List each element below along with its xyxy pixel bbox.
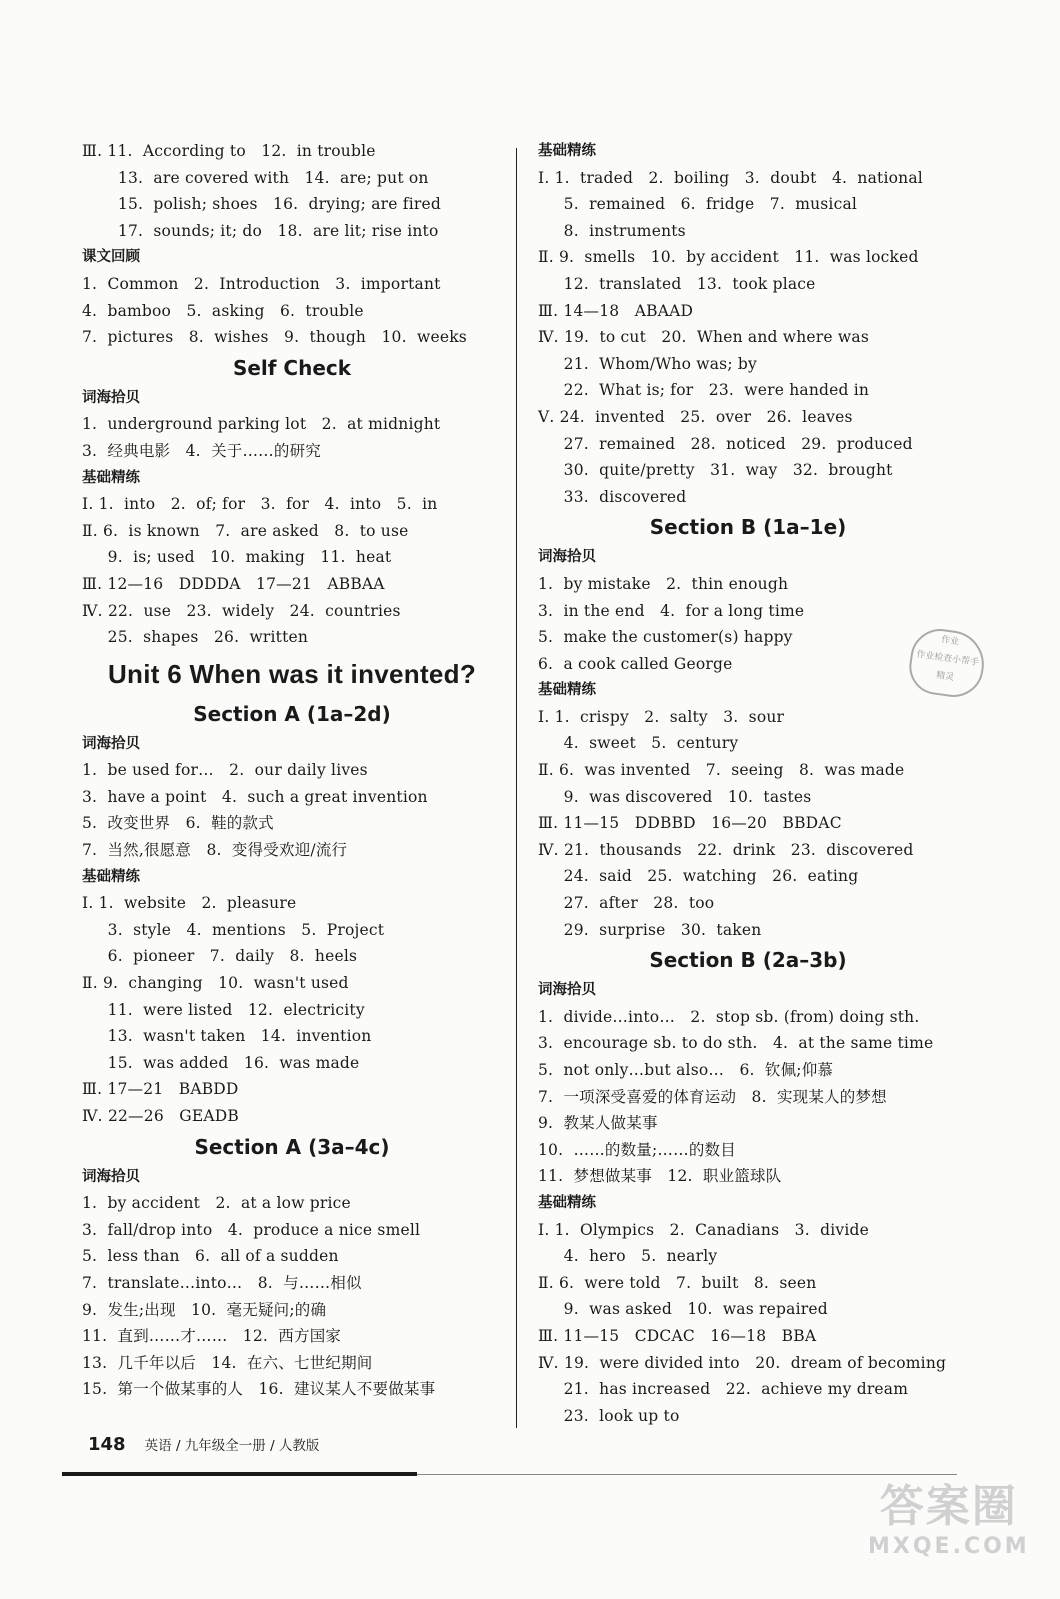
section-label: 词海拾贝 <box>82 1168 140 1185</box>
answer-line: 5. not only…but also… 6. 钦佩;仰慕 <box>538 1061 834 1079</box>
section-heading: Section B (1a–1e) <box>649 515 847 540</box>
answer-line: 9. 教某人做某事 <box>538 1114 658 1133</box>
answer-line: Ⅳ. 21. thousands 22. drink 23. discovered <box>538 840 914 859</box>
answer-line: Ⅱ. 6. were told 7. built 8. seen <box>538 1273 817 1292</box>
page-footer <box>62 1434 319 1455</box>
section-label: 词海拾贝 <box>538 549 596 566</box>
answer-line: 1. be used for… 2. our daily lives <box>82 761 368 780</box>
left-column <box>82 138 502 1403</box>
answer-line: 15. 第一个做某事的人 16. 建议某人不要做某事 <box>82 1380 436 1399</box>
footer-rule-thin <box>417 1474 957 1475</box>
answer-line: 27. remained 28. noticed 29. produced <box>538 434 913 453</box>
answer-line: 11. were listed 12. electricity <box>82 1000 365 1019</box>
answer-line: 11. 直到……才…… 12. 西方国家 <box>82 1327 342 1346</box>
section-label: 基础精练 <box>538 1194 596 1211</box>
answer-line: 13. 几千年以后 14. 在六、七世纪期间 <box>82 1353 373 1372</box>
answer-line: 7. 一项深受喜爱的体育运动 8. 实现某人的梦想 <box>538 1087 887 1106</box>
answer-line: Ⅲ. 17—21 BABDD <box>82 1080 239 1099</box>
answer-line: Ⅱ. 9. changing 10. wasn't used <box>82 974 349 993</box>
answer-line: Ⅳ. 19. were divided into 20. dream of becoming <box>538 1353 947 1372</box>
answer-line: 29. surprise 30. taken <box>538 920 762 939</box>
section-label: 课文回顾 <box>82 249 140 266</box>
section-label: 基础精练 <box>538 682 596 699</box>
answer-line: 6. a cook called George <box>538 654 733 673</box>
answer-line: 4. bamboo 5. asking 6. trouble <box>82 301 364 320</box>
answer-line: 5. 改变世界 6. 鞋的款式 <box>82 814 274 833</box>
answer-line: 1. by accident 2. at a low price <box>82 1194 351 1213</box>
answer-line: 12. translated 13. took place <box>538 274 816 293</box>
answer-line: Ⅳ. 22. use 23. widely 24. countries <box>82 601 401 620</box>
right-column <box>538 138 958 1429</box>
answer-line: 1. divide…into… 2. stop sb. (from) doing sth. <box>538 1007 920 1026</box>
answer-line: Ⅳ. 22—26 GEADB <box>82 1107 239 1125</box>
unit-title: Unit 6 When was it invented? <box>107 658 477 689</box>
answer-line: 22. What is; for 23. were handed in <box>538 381 870 400</box>
answer-line: 17. sounds; it; do 18. are lit; rise into <box>82 221 439 240</box>
answer-line: 23. look up to <box>538 1406 680 1425</box>
answer-line: 9. is; used 10. making 11. heat <box>82 548 392 567</box>
answer-line: 5. remained 6. fridge 7. musical <box>538 195 858 214</box>
watermark-url: MXQE.COM <box>868 1534 1030 1559</box>
answer-line: 1. underground parking lot 2. at midnight <box>82 415 441 434</box>
footer-rule <box>62 1472 417 1476</box>
answer-line: Ⅰ. 1. into 2. of; for 3. for 4. into 5. in <box>82 495 438 514</box>
answer-line: 5. make the customer(s) happy <box>538 628 793 647</box>
answer-line: 9. was discovered 10. tastes <box>538 787 812 806</box>
answer-line: 11. 梦想做某事 12. 职业篮球队 <box>538 1167 782 1186</box>
section-label: 词海拾贝 <box>538 982 596 999</box>
answer-line: Ⅱ. 9. smells 10. by accident 11. was locked <box>538 248 919 267</box>
answer-line: Ⅰ. 1. crispy 2. salty 3. sour <box>538 707 785 726</box>
section-label: 词海拾贝 <box>82 389 140 406</box>
answer-line: Ⅱ. 6. is known 7. are asked 8. to use <box>82 521 409 540</box>
answer-line: 10. ……的数量;……的数目 <box>538 1140 736 1159</box>
answer-line: 30. quite/pretty 31. way 32. brought <box>538 461 893 480</box>
answer-line: Ⅴ. 24. invented 25. over 26. leaves <box>538 407 853 426</box>
answer-line: 3. encourage sb. to do sth. 4. at the same time <box>538 1034 934 1053</box>
answer-line: 3. 经典电影 4. 关于……的研究 <box>82 441 321 460</box>
page-number: 148 <box>88 1434 126 1455</box>
answer-line: Ⅳ. 19. to cut 20. When and where was <box>538 328 869 347</box>
section-heading: Section A (3a–4c) <box>194 1134 390 1159</box>
section-heading: Section A (1a–2d) <box>193 701 391 726</box>
answer-line: 7. 当然,很愿意 8. 变得受欢迎/流行 <box>82 841 348 860</box>
answer-line: 7. pictures 8. wishes 9. though 10. weeks <box>82 328 467 347</box>
answer-line: Ⅰ. 1. website 2. pleasure <box>82 894 297 913</box>
site-watermark <box>868 1480 1030 1560</box>
answer-line: 5. less than 6. all of a sudden <box>82 1247 339 1266</box>
section-label: 基础精练 <box>82 469 140 486</box>
answer-line: 3. have a point 4. such a great invention <box>82 787 428 806</box>
stamp-text-3: 精灵 <box>935 670 955 684</box>
section-heading: Self Check <box>232 355 352 380</box>
answer-line: 13. wasn't taken 14. invention <box>82 1027 372 1046</box>
book-info: 英语 / 九年级全一册 / 人教版 <box>144 1438 320 1454</box>
answer-line: Ⅰ. 1. traded 2. boiling 3. doubt 4. national <box>538 168 923 187</box>
answer-line: 13. are covered with 14. are; put on <box>82 168 429 187</box>
answer-line: 8. instruments <box>538 221 686 240</box>
answer-line: 4. sweet 5. century <box>538 734 739 753</box>
answer-line: 9. was asked 10. was repaired <box>538 1300 828 1319</box>
answer-line: Ⅲ. 14—18 ABAAD <box>538 301 694 320</box>
answer-line: 6. pioneer 7. daily 8. heels <box>82 947 358 966</box>
watermark-logo-text: 答案圈 <box>879 1481 1018 1532</box>
answer-line: 25. shapes 26. written <box>82 628 309 647</box>
answer-line: 3. fall/drop into 4. produce a nice smell <box>82 1220 421 1239</box>
answer-line: Ⅲ. 12—16 DDDDA 17—21 ABBAA <box>82 574 385 593</box>
section-heading: Section B (2a–3b) <box>649 948 847 973</box>
answer-line: Ⅲ. 11. According to 12. in trouble <box>82 142 376 160</box>
answer-line: 3. in the end 4. for a long time <box>538 601 805 620</box>
answer-line: 24. said 25. watching 26. eating <box>538 867 859 886</box>
answer-line: 7. translate…into… 8. 与……相似 <box>82 1273 362 1292</box>
answer-line: Ⅱ. 6. was invented 7. seeing 8. was made <box>538 761 905 780</box>
section-label: 基础精练 <box>538 143 596 159</box>
answer-line: 4. hero 5. nearly <box>538 1247 718 1266</box>
answer-line: 9. 发生;出现 10. 毫无疑问;的确 <box>82 1300 327 1319</box>
answer-line: Ⅲ. 11—15 DDBBD 16—20 BBDAC <box>538 814 842 833</box>
stamp-text-2: 作业检查小帮手 <box>915 649 980 669</box>
answer-line: 33. discovered <box>538 487 687 506</box>
stamp-text-1: 作业 <box>940 635 960 648</box>
section-label: 词海拾贝 <box>82 735 140 752</box>
answer-line: 1. Common 2. Introduction 3. important <box>82 274 441 293</box>
answer-line: Ⅲ. 11—15 CDCAC 16—18 BBA <box>538 1326 817 1345</box>
column-divider <box>516 148 517 1428</box>
answer-line: 1. by mistake 2. thin enough <box>538 574 789 593</box>
answer-line: 21. has increased 22. achieve my dream <box>538 1380 909 1399</box>
answer-line: 3. style 4. mentions 5. Project <box>82 920 385 939</box>
answer-line: 27. after 28. too <box>538 894 715 913</box>
answer-line: 15. was added 16. was made <box>82 1053 360 1072</box>
answer-line: 15. polish; shoes 16. drying; are fired <box>82 195 441 214</box>
section-label: 基础精练 <box>82 868 140 885</box>
answer-line: 21. Whom/Who was; by <box>538 354 757 373</box>
answer-line: Ⅰ. 1. Olympics 2. Canadians 3. divide <box>538 1220 869 1239</box>
